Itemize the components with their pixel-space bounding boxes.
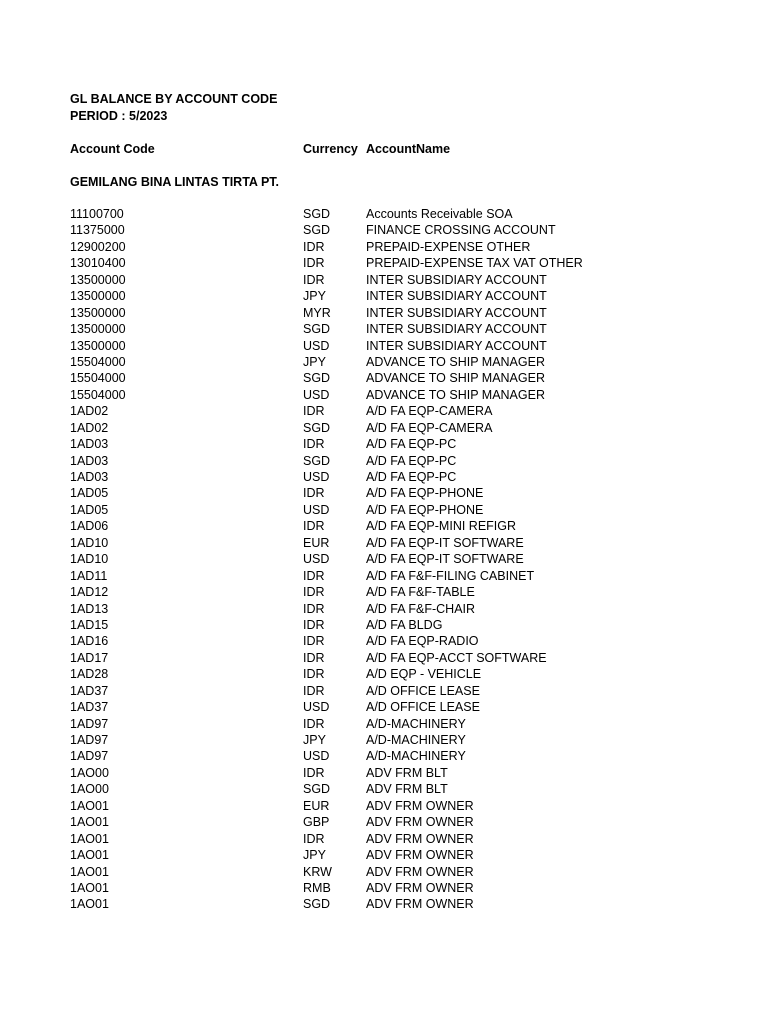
table-row [0, 765, 768, 781]
account-code-cell: 15504000 [70, 354, 126, 369]
account-name-cell: ADV FRM OWNER [366, 897, 474, 912]
account-list [0, 206, 768, 913]
table-row [0, 617, 768, 633]
table-row [0, 469, 768, 485]
account-code-cell: 15504000 [70, 371, 126, 386]
currency-cell: MYR [303, 305, 331, 320]
currency-cell: JPY [303, 289, 326, 304]
account-name-cell: ADV FRM OWNER [366, 815, 474, 830]
currency-cell: JPY [303, 354, 326, 369]
currency-cell: USD [303, 700, 330, 715]
currency-cell: IDR [303, 667, 325, 682]
account-code-cell: 1AD97 [70, 749, 109, 764]
account-code-cell: 1AD03 [70, 453, 109, 468]
table-row [0, 633, 768, 649]
table-row [0, 683, 768, 699]
currency-cell: RMB [303, 880, 331, 895]
currency-cell: IDR [303, 256, 325, 271]
currency-cell: IDR [303, 568, 325, 583]
account-code-cell: 15504000 [70, 387, 126, 402]
account-code-cell: 13010400 [70, 256, 126, 271]
table-row [0, 584, 768, 600]
currency-cell: IDR [303, 437, 325, 452]
account-name-cell: ADV FRM OWNER [366, 798, 474, 813]
account-code-cell: 1AD02 [70, 404, 109, 419]
account-code-cell: 1AO01 [70, 897, 109, 912]
account-code-cell: 1AD10 [70, 535, 109, 550]
account-code-cell: 1AO01 [70, 798, 109, 813]
account-code-cell: 1AD02 [70, 420, 109, 435]
account-name-cell: ADV FRM OWNER [366, 848, 474, 863]
table-row [0, 403, 768, 419]
currency-cell: IDR [303, 404, 325, 419]
currency-cell: USD [303, 338, 330, 353]
company-name: GEMILANG BINA LINTAS TIRTA PT. [70, 175, 280, 189]
account-name-cell: A/D FA F&F-TABLE [366, 585, 475, 600]
account-name-cell: A/D FA EQP-PHONE [366, 502, 484, 517]
table-row [0, 699, 768, 715]
table-row [0, 436, 768, 452]
column-header-account-code: Account Code [70, 142, 155, 156]
account-name-cell: A/D FA EQP-CAMERA [366, 404, 493, 419]
table-row [0, 831, 768, 847]
currency-cell: IDR [303, 519, 325, 534]
account-code-cell: 13500000 [70, 338, 126, 353]
account-code-cell: 1AD11 [70, 568, 108, 583]
currency-cell: SGD [303, 782, 331, 797]
account-name-cell: A/D-MACHINERY [366, 733, 466, 747]
table-row [0, 453, 768, 469]
account-name-cell: A/D FA EQP-MINI REFIGR [366, 519, 517, 534]
currency-cell: JPY [303, 733, 326, 747]
currency-cell: SGD [303, 322, 331, 337]
currency-cell: SGD [303, 420, 331, 435]
account-code-cell: 1AD37 [70, 700, 109, 715]
table-row [0, 305, 768, 321]
account-name-cell: ADV FRM OWNER [366, 831, 474, 846]
table-row [0, 748, 768, 764]
table-row [0, 239, 768, 255]
table-row [0, 650, 768, 666]
account-code-cell: 11100700 [70, 207, 124, 221]
currency-cell: IDR [303, 634, 325, 649]
currency-cell: IDR [303, 765, 325, 780]
currency-cell: SGD [303, 897, 331, 912]
table-row [0, 354, 768, 370]
account-name-cell: INTER SUBSIDIARY ACCOUNT [366, 322, 547, 337]
currency-cell: USD [303, 552, 330, 567]
account-name-cell: A/D-MACHINERY [366, 749, 466, 764]
account-name-cell: A/D FA F&F-FILING CABINET [366, 568, 535, 583]
column-header-account-name: AccountName [366, 142, 451, 156]
account-code-cell: 1AD97 [70, 716, 109, 731]
table-row [0, 338, 768, 354]
account-name-cell: A/D-MACHINERY [366, 716, 466, 731]
table-row [0, 896, 768, 912]
account-name-cell: ADV FRM BLT [366, 782, 448, 797]
account-name-cell: A/D FA EQP-PHONE [366, 486, 484, 501]
account-code-cell: 12900200 [70, 239, 126, 254]
currency-cell: SGD [303, 223, 331, 238]
account-code-cell: 1AD06 [70, 519, 109, 534]
account-code-cell: 1AD12 [70, 585, 109, 600]
currency-cell: IDR [303, 601, 325, 616]
account-code-cell: 1AD28 [70, 667, 109, 682]
currency-cell: IDR [303, 486, 325, 501]
account-code-cell: 1AO00 [70, 765, 109, 780]
table-row [0, 485, 768, 501]
account-code-cell: 1AO00 [70, 782, 109, 797]
account-name-cell: INTER SUBSIDIARY ACCOUNT [366, 289, 547, 304]
table-row [0, 798, 768, 814]
currency-cell: IDR [303, 585, 325, 600]
account-name-cell: ADV FRM OWNER [366, 880, 474, 895]
account-code-cell: 13500000 [70, 289, 126, 304]
account-code-cell: 1AD97 [70, 733, 109, 747]
account-code-cell: 1AO01 [70, 848, 109, 863]
account-code-cell: 1AD16 [70, 634, 109, 649]
currency-cell: KRW [303, 864, 332, 879]
account-name-cell: PREPAID-EXPENSE OTHER [366, 239, 531, 254]
report-period: PERIOD : 5/2023 [70, 109, 168, 123]
account-name-cell: ADV FRM OWNER [366, 864, 474, 879]
account-name-cell: INTER SUBSIDIARY ACCOUNT [366, 305, 547, 320]
table-row [0, 518, 768, 534]
table-row [0, 502, 768, 518]
account-name-cell: A/D FA EQP-CAMERA [366, 420, 493, 435]
account-name-cell: A/D FA EQP-IT SOFTWARE [366, 535, 524, 550]
currency-cell: USD [303, 387, 330, 402]
account-name-cell: A/D EQP - VEHICLE [366, 667, 482, 682]
currency-cell: GBP [303, 815, 330, 830]
table-row [0, 880, 768, 896]
table-row [0, 732, 768, 748]
report-title: GL BALANCE BY ACCOUNT CODE [70, 92, 278, 106]
account-code-cell: 1AD05 [70, 486, 109, 501]
currency-cell: USD [303, 502, 330, 517]
account-code-cell: 1AD03 [70, 437, 109, 452]
table-row [0, 568, 768, 584]
account-name-cell: A/D FA EQP-PC [366, 470, 457, 484]
table-row [0, 551, 768, 567]
table-row [0, 222, 768, 238]
account-code-cell: 1AD37 [70, 683, 109, 698]
account-code-cell: 1AD13 [70, 601, 109, 616]
table-row [0, 288, 768, 304]
account-name-cell: A/D FA EQP-RADIO [366, 634, 479, 649]
account-code-cell: 1AD03 [70, 470, 109, 484]
currency-cell: SGD [303, 453, 331, 468]
table-row [0, 716, 768, 732]
account-name-cell: A/D FA EQP-PC [366, 437, 457, 452]
table-row [0, 255, 768, 271]
currency-cell: EUR [303, 798, 330, 813]
currency-cell: IDR [303, 617, 325, 632]
table-row [0, 420, 768, 436]
currency-cell: IDR [303, 831, 325, 846]
table-row [0, 370, 768, 386]
account-code-cell: 1AD05 [70, 502, 109, 517]
currency-cell: SGD [303, 207, 331, 221]
account-name-cell: A/D FA EQP-PC [366, 453, 457, 468]
account-name-cell: A/D FA EQP-IT SOFTWARE [366, 552, 524, 567]
table-row [0, 272, 768, 288]
currency-cell: EUR [303, 535, 330, 550]
currency-cell: USD [303, 470, 330, 484]
account-code-cell: 1AO01 [70, 864, 109, 879]
account-code-cell: 13500000 [70, 322, 126, 337]
account-name-cell: A/D FA F&F-CHAIR [366, 601, 476, 616]
currency-cell: IDR [303, 272, 325, 287]
account-code-cell: 1AO01 [70, 831, 109, 846]
table-row [0, 814, 768, 830]
table-row [0, 864, 768, 880]
table-row [0, 847, 768, 863]
account-name-cell: INTER SUBSIDIARY ACCOUNT [366, 272, 547, 287]
table-row [0, 601, 768, 617]
account-name-cell: FINANCE CROSSING ACCOUNT [366, 223, 556, 238]
account-code-cell: 13500000 [70, 305, 126, 320]
account-name-cell: ADVANCE TO SHIP MANAGER [366, 371, 545, 386]
table-row [0, 535, 768, 551]
account-name-cell: A/D OFFICE LEASE [366, 700, 480, 715]
account-code-cell: 1AD15 [70, 617, 109, 632]
account-name-cell: ADVANCE TO SHIP MANAGER [366, 354, 545, 369]
account-name-cell: Accounts Receivable SOA [366, 207, 513, 221]
account-name-cell: A/D OFFICE LEASE [366, 683, 480, 698]
account-name-cell: ADV FRM BLT [366, 765, 448, 780]
account-code-cell: 1AD17 [70, 650, 109, 665]
account-code-cell: 13500000 [70, 272, 126, 287]
table-row [0, 666, 768, 682]
currency-cell: IDR [303, 650, 325, 665]
table-row [0, 206, 768, 222]
currency-cell: IDR [303, 683, 325, 698]
account-name-cell: A/D FA EQP-ACCT SOFTWARE [366, 650, 547, 665]
currency-cell: SGD [303, 371, 331, 386]
account-name-cell: A/D FA BLDG [366, 617, 443, 632]
table-row [0, 387, 768, 403]
account-code-cell: 1AO01 [70, 815, 109, 830]
currency-cell: IDR [303, 716, 325, 731]
currency-cell: JPY [303, 848, 326, 863]
account-name-cell: PREPAID-EXPENSE TAX VAT OTHER [366, 256, 583, 271]
currency-cell: IDR [303, 239, 325, 254]
table-row [0, 781, 768, 797]
table-row [0, 321, 768, 337]
column-header-currency: Currency [303, 142, 358, 156]
account-code-cell: 1AD10 [70, 552, 109, 567]
account-name-cell: INTER SUBSIDIARY ACCOUNT [366, 338, 547, 353]
account-name-cell: ADVANCE TO SHIP MANAGER [366, 387, 545, 402]
currency-cell: USD [303, 749, 330, 764]
account-code-cell: 1AO01 [70, 880, 109, 895]
account-code-cell: 11375000 [70, 223, 125, 238]
